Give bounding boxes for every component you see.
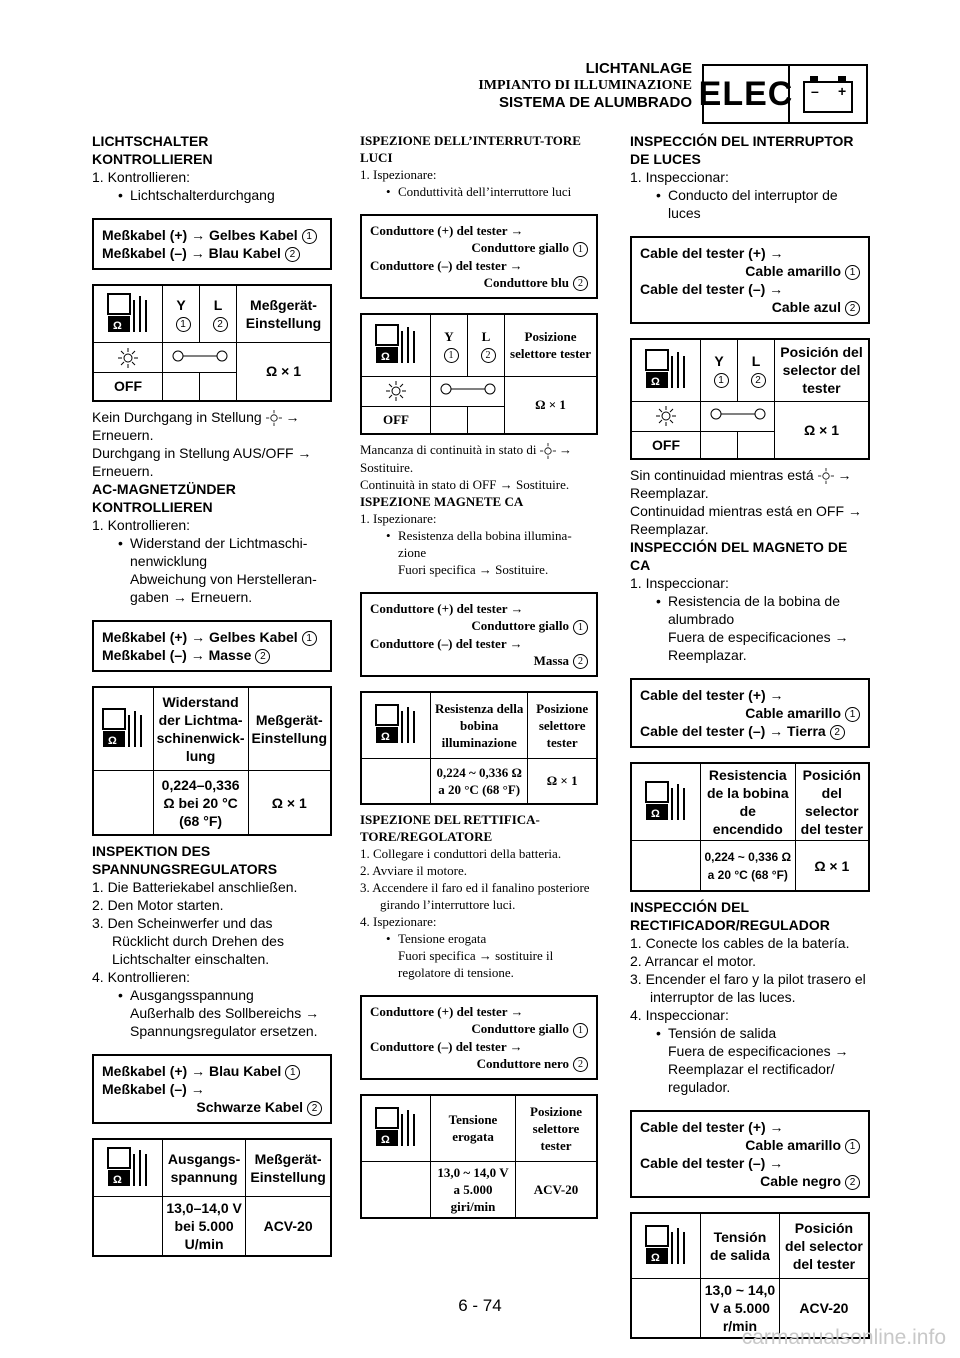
bullet-detail: Fuera de especificaciones → Reemplazar. [668, 629, 849, 664]
bullet: • Ausgangsspannung [92, 986, 332, 1004]
ref-number: 1 [302, 229, 317, 244]
range-value: Ω × 1 [528, 758, 597, 804]
continuity-table [360, 313, 598, 435]
page-number: 6 - 74 [458, 1296, 502, 1315]
off-label: OFF [361, 406, 431, 434]
box-line: Meßkabel (–) → [102, 1080, 205, 1097]
col-resistance: Widerstand der Lichtma-schinenwick-lung [153, 687, 248, 771]
range-value: ACV-20 [516, 1161, 597, 1218]
continuity-symbol [431, 376, 505, 406]
spec-box [360, 592, 598, 677]
spec-box [92, 218, 332, 270]
meter-icon [361, 692, 431, 758]
range-value: Ω × 1 [248, 771, 331, 835]
paragraph: Kein Durchgang in Stellung → Erneuern. [92, 408, 300, 443]
box-line: Cable azul [771, 299, 841, 315]
col-y: Y [444, 329, 454, 345]
continuity-symbol [163, 343, 237, 373]
title-it: IMPIANTO DI ILLUMINAZIONE [478, 78, 692, 93]
svg-text:Ω: Ω [651, 1252, 660, 1265]
box-line: Conduttore blu [483, 274, 569, 290]
spec-box [360, 214, 598, 299]
bullet: • Conducto del interruptor de luces [630, 186, 870, 222]
col-l: L [213, 297, 223, 313]
svg-text:Ω: Ω [381, 351, 390, 364]
box-line: Meßkabel (+) → Blau Kabel [102, 1062, 282, 1079]
box-line: Conduttore giallo [471, 618, 569, 634]
box-line: Conduttore (–) del tester → [370, 1038, 523, 1054]
battery-icon [790, 64, 868, 124]
heading: INSPECCIÓN DEL RECTIFICADOR/REGULADOR [630, 898, 830, 933]
sun-icon [631, 401, 701, 431]
voltage-table [630, 1212, 870, 1340]
battery-plus: + [838, 83, 847, 99]
ref-number: 1 [573, 1023, 588, 1038]
range-value: ACV-20 [246, 1196, 331, 1256]
spec-box [360, 995, 598, 1080]
box-line: Meßkabel (+) → Gelbes Kabel [102, 628, 298, 645]
step: 1. Ispezionare: [360, 167, 437, 182]
ref-number: 1 [845, 265, 860, 280]
sun-icon [361, 376, 431, 406]
box-line: Conduttore (+) del tester → [370, 601, 524, 617]
resistance-table [630, 762, 870, 892]
meter-icon [93, 687, 153, 771]
resistance-table [360, 691, 598, 805]
box-line: Conduttore (–) del tester → [370, 257, 523, 273]
ref-number: 1 [573, 620, 588, 635]
step: 1. Kontrollieren: [92, 516, 191, 533]
col-resistance: Resistencia de la bobina de encendido [701, 763, 796, 841]
bullet-detail: Außerhalb des Sollbereichs → Spannungsregulator ersetzen. [130, 1004, 320, 1039]
header-titles [478, 60, 692, 111]
column-german [92, 132, 332, 1257]
sun-icon [818, 467, 834, 483]
resistance-value: 0,224 ~ 0,336 Ω a 20 °C (68 °F) [431, 758, 528, 804]
meter-icon [361, 314, 431, 376]
paragraph: Continuidad mientras está en OFF → Reemplazar. [630, 503, 862, 538]
box-line: Cable amarillo [745, 263, 841, 279]
meter-icon [631, 763, 701, 841]
step: 3. Encender el faro y la pilot trasero el interruptor de las luces. [630, 970, 866, 1005]
col-setting: Posizione selettore tester [516, 1095, 597, 1161]
meter-icon [93, 1139, 163, 1197]
svg-text:Ω: Ω [651, 376, 660, 389]
step: 1. Kontrollieren: [92, 169, 191, 185]
col-setting: Meßgerät-Einstellung [237, 285, 332, 343]
paragraph: Continuità in stato di OFF → Sostituire. [360, 477, 570, 493]
box-line: Cable amarillo [745, 1136, 841, 1153]
step: 2. Avviare il motore. [360, 863, 467, 879]
ref-number: 1 [302, 631, 317, 646]
range-value: Ω × 1 [795, 841, 869, 891]
off-label: OFF [93, 373, 163, 401]
svg-text:Ω: Ω [651, 808, 660, 821]
ref-number: 2 [481, 348, 496, 363]
svg-text:Ω: Ω [113, 1173, 122, 1186]
ref-number: 2 [845, 1175, 860, 1190]
title-es: SISTEMA DE ALUMBRADO [498, 94, 692, 111]
heading: ISPEZIONE DEL RETTIFICA-TORE/REGOLATORE [360, 812, 540, 845]
ref-number: 1 [845, 1139, 860, 1154]
box-line: Cable del tester (+) → [640, 245, 784, 261]
box-line: Meßkabel (+) → Gelbes Kabel [102, 227, 298, 243]
box-line: Massa [533, 652, 569, 668]
heading: INSPEKTION DES SPANNUNGSREGULATORS [92, 842, 278, 877]
ref-number: 2 [845, 301, 860, 316]
box-line: Schwarze Kabel [196, 1098, 303, 1115]
sun-icon [93, 343, 163, 373]
paragraph: Mancanza di continuità in stato di → Sostituire. [360, 442, 573, 476]
off-label: OFF [631, 431, 701, 459]
step: 3. Den Scheinwerfer und das Rücklicht durch Drehen des Lichtschalter einschalten. [92, 914, 284, 967]
heading: INSPECCIÓN DEL INTERRUPTOR DE LUCES [630, 133, 854, 167]
resistance-value: 0,224 ~ 0,336 Ω a 20 °C (68 °F) [701, 841, 796, 891]
bullet: • Tensión de salida [630, 1024, 870, 1042]
box-line: Cable del tester (–) → [640, 1154, 784, 1171]
col-setting: Posizione selettore tester [505, 314, 598, 376]
col-resistance: Resistenza della bobina illuminazione [431, 692, 528, 758]
step: 4. Kontrollieren: [92, 968, 191, 985]
ref-number: 2 [307, 1101, 322, 1116]
bullet: • Resistencia de la bobina de alumbrado [630, 592, 870, 628]
bullet-detail: Fuera de especificaciones → Reemplazar el rectificador/ regulador. [668, 1042, 849, 1095]
voltage-value: 13,0–14,0 V bei 5.000 U/min [163, 1196, 246, 1256]
sun-icon [266, 409, 282, 425]
step: 3. Accendere il faro ed il fanalino posteriore girando l’interruttore luci. [360, 880, 590, 913]
resistance-value: 0,224–0,336 Ω bei 20 °C (68 °F) [153, 771, 248, 835]
box-line: Conduttore giallo [471, 1021, 569, 1037]
spec-box [92, 1054, 332, 1124]
ref-number: 2 [573, 276, 588, 291]
voltage-value: 13,0 ~ 14,0 V a 5.000 r/min [701, 1279, 780, 1339]
ref-number: 2 [255, 649, 270, 664]
box-line: Conduttore giallo [471, 240, 569, 255]
ref-number: 2 [573, 654, 588, 669]
ref-number: 2 [751, 373, 766, 388]
ref-number: 2 [573, 1057, 588, 1072]
step: 2. Arrancar el motor. [630, 952, 757, 969]
box-line: Conduttore nero [476, 1055, 569, 1071]
heading: AC-MAGNETZÜNDER KONTROLLIEREN [92, 480, 236, 515]
box-line: Conduttore (+) del tester → [370, 223, 524, 238]
box-line: Cable del tester (–) → [640, 281, 784, 297]
continuity-symbol [701, 401, 775, 431]
ref-number: 1 [573, 242, 588, 257]
box-line: Cable del tester (+) → [640, 1118, 784, 1135]
step: 1. Ispezionare: [360, 511, 437, 527]
step: 1. Collegare i conduttori della batteria. [360, 846, 562, 862]
bullet-detail: Fuori specifica → Sostituire. [398, 562, 549, 578]
heading: ISPEZIONE MAGNETE CA [360, 494, 524, 510]
ref-number: 1 [444, 348, 459, 363]
ref-number: 2 [285, 247, 300, 262]
heading: LICHTSCHALTER KONTROLLIEREN [92, 133, 213, 167]
step: 4. Ispezionare: [360, 914, 437, 930]
range-value: ACV-20 [779, 1279, 869, 1339]
box-line: Conduttore (–) del tester → [370, 635, 523, 651]
bullet: • Resistenza della bobina illumina-zione [360, 527, 598, 561]
box-line: Meßkabel (–) → Blau Kabel [102, 245, 281, 261]
col-setting: Meßgerät-Einstellung [248, 687, 331, 771]
col-setting: Meßgerät-Einstellung [246, 1139, 331, 1197]
range-value: Ω × 1 [505, 376, 598, 434]
box-line: Cable del tester (+) → [640, 687, 784, 704]
step: 1. Conecte los cables de la batería. [630, 934, 850, 951]
col-voltage: Ausgangs-spannung [163, 1139, 246, 1197]
svg-text:Ω: Ω [381, 731, 390, 744]
resistance-table [92, 686, 332, 836]
col-y: Y [176, 297, 186, 313]
step: 4. Inspeccionar: [630, 1006, 729, 1023]
col-setting: Posición del selector del tester [775, 339, 870, 401]
box-line: Cable amarillo [745, 705, 841, 722]
bullet: • Widerstand der Lichtmaschi-nenwicklung [92, 534, 332, 570]
sun-icon [540, 442, 556, 457]
step: 1. Inspeccionar: [630, 575, 729, 592]
meter-icon [631, 1213, 701, 1279]
box-line: Cable del tester (–) → Tierra [640, 723, 826, 740]
ref-number: 1 [176, 317, 191, 332]
bullet-detail: Fuori specifica → sostituire il regolatore di tensione. [398, 948, 554, 981]
step: 1. Inspeccionar: [630, 169, 729, 185]
meter-icon [93, 285, 163, 343]
heading: INSPECCIÓN DEL MAGNETO DE CA [630, 539, 848, 574]
ref-number: 1 [714, 373, 729, 388]
ref-number: 1 [285, 1065, 300, 1080]
spec-box [630, 678, 870, 748]
meter-icon [631, 339, 701, 401]
paragraph: Sin continuidad mientras está → Reemplazar. [630, 467, 852, 502]
col-voltage: Tensión de salida [701, 1213, 780, 1279]
step: 1. Die Batteriekabel anschließen. [92, 878, 298, 895]
box-line: Cable negro [760, 1172, 841, 1189]
ref-number: 2 [830, 725, 845, 740]
spec-box [92, 620, 332, 672]
svg-text:Ω: Ω [113, 320, 122, 332]
watermark: carmanualsonline.info [741, 1326, 946, 1349]
ref-number: 1 [845, 707, 860, 722]
bullet: • Tensione erogata [360, 930, 598, 947]
col-setting: Posición del selector del tester [795, 763, 869, 841]
column-italian [360, 132, 598, 1219]
continuity-table [92, 284, 332, 402]
battery-minus: – [811, 83, 819, 99]
col-y: Y [714, 353, 724, 370]
meter-icon [361, 1095, 431, 1161]
ref-number: 2 [213, 317, 228, 332]
col-setting: Posizione selettore tester [528, 692, 597, 758]
col-voltage: Tensione erogata [431, 1095, 516, 1161]
voltage-table [360, 1094, 598, 1219]
col-l: L [751, 353, 761, 370]
bullet: • Conduttività dell’interruttore luci [360, 183, 598, 200]
heading: ISPEZIONE DELL’INTERRUT-TORE LUCI [360, 133, 581, 165]
column-spanish [630, 132, 870, 1339]
voltage-value: 13,0 ~ 14,0 V a 5.000 giri/min [431, 1161, 516, 1218]
col-setting: Posición del selector del tester [779, 1213, 869, 1279]
continuity-table [630, 338, 870, 460]
svg-text:Ω: Ω [108, 735, 118, 748]
voltage-table [92, 1138, 332, 1258]
box-line: Meßkabel (–) → Masse [102, 646, 252, 663]
col-l: L [481, 329, 491, 345]
box-line: Conduttore (+) del tester → [370, 1004, 524, 1020]
svg-text:Ω: Ω [381, 1134, 390, 1147]
range-value: Ω × 1 [775, 401, 870, 459]
title-de: LICHTANLAGE [585, 60, 692, 77]
bullet: • Lichtschalterdurchgang [92, 186, 332, 204]
step: 2. Den Motor starten. [92, 896, 224, 913]
spec-box [630, 236, 870, 324]
section-badge: ELEC [702, 64, 790, 124]
bullet-detail: Abweichung von Herstelleran-gaben → Erneuern. [130, 570, 317, 605]
range-value: Ω × 1 [237, 343, 332, 401]
spec-box [630, 1110, 870, 1198]
paragraph: Durchgang in Stellung AUS/OFF → Erneuern. [92, 444, 312, 479]
